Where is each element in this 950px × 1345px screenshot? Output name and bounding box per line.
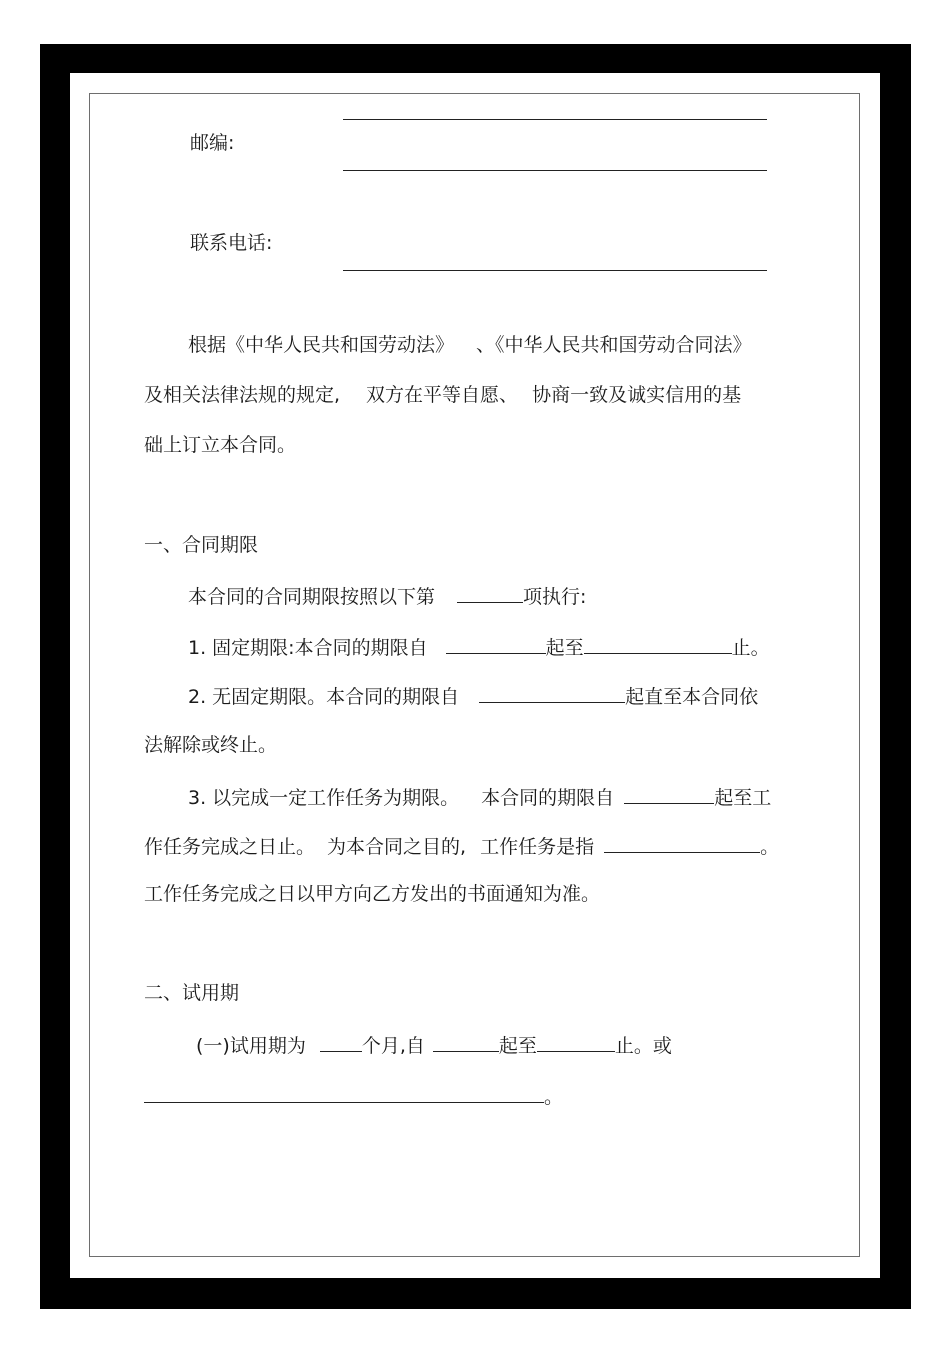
term-text: 工作任务是指 [480, 836, 595, 858]
option-3-line [188, 783, 771, 810]
term-text: 3. 以完成一定工作任务为期限。 [188, 787, 460, 809]
term-text: 。 [544, 1086, 564, 1108]
term-text: 起至工 [714, 787, 772, 809]
term-text: 本合同的期限自 [481, 787, 615, 809]
address-blank-line[interactable] [343, 119, 767, 120]
probation-end-blank[interactable] [537, 1031, 615, 1052]
section-2-title: 二、试用期 [144, 982, 240, 1004]
option-1-line [188, 633, 770, 660]
term-text: 个月,自 [361, 1035, 425, 1057]
intro-line-1 [188, 333, 752, 357]
term-text: 作任务完成之日止。 [144, 836, 316, 858]
intro-text: 及相关法律法规的规定, [144, 384, 341, 406]
probation-alt-line [144, 1082, 563, 1109]
term-text: 项执行: [523, 586, 587, 608]
term-text: 1. 固定期限:本合同的期限自 [188, 637, 428, 659]
section-1-title: 一、合同期限 [144, 534, 259, 556]
option-3-line-3: 工作任务完成之日以甲方向乙方发出的书面通知为准。 [144, 883, 601, 905]
term-text: (一)试用期为 [196, 1035, 306, 1057]
phone-label: 联系电话: [190, 232, 273, 254]
term-text: 为本合同之目的, [327, 836, 467, 858]
intro-line-2 [144, 383, 741, 407]
term-text: 止。或 [614, 1035, 672, 1057]
intro-text: 双方在平等自愿、 [366, 384, 519, 406]
postcode-label: 邮编: [190, 132, 235, 154]
fixed-start-date-blank[interactable] [446, 633, 546, 654]
option-number-blank[interactable] [457, 582, 523, 603]
fixed-end-date-blank[interactable] [584, 633, 732, 654]
term-text: 起至 [545, 637, 584, 659]
term-text: 2. 无固定期限。本合同的期限自 [188, 686, 460, 708]
term-text: 。 [760, 836, 780, 858]
task-description-blank[interactable] [604, 832, 760, 853]
term-text: 本合同的合同期限按照以下第 [188, 586, 436, 608]
intro-text: 根据《中华人民共和国劳动法》 [188, 334, 455, 356]
term-text: 起直至本合同依 [625, 686, 759, 708]
intro-line-3: 础上订立本合同。 [144, 434, 297, 456]
probation-start-blank[interactable] [433, 1031, 499, 1052]
open-start-date-blank[interactable] [479, 682, 625, 703]
probation-alt-blank[interactable] [144, 1082, 544, 1103]
intro-text: 协商一致及诚实信用的基 [532, 384, 742, 406]
intro-text: 、《中华人民共和国劳动合同法》 [476, 334, 752, 356]
option-2-line-2: 法解除或终止。 [144, 734, 278, 756]
probation-months-blank[interactable] [320, 1031, 362, 1052]
task-start-date-blank[interactable] [624, 783, 714, 804]
option-3-line-2 [144, 832, 779, 859]
term-text: 起至 [498, 1035, 537, 1057]
option-2-line [188, 682, 758, 709]
probation-line [196, 1031, 672, 1058]
section-1-lead [188, 582, 586, 609]
postcode-blank-line[interactable] [343, 170, 767, 171]
phone-blank-line[interactable] [343, 270, 767, 271]
term-text: 止。 [731, 637, 770, 659]
